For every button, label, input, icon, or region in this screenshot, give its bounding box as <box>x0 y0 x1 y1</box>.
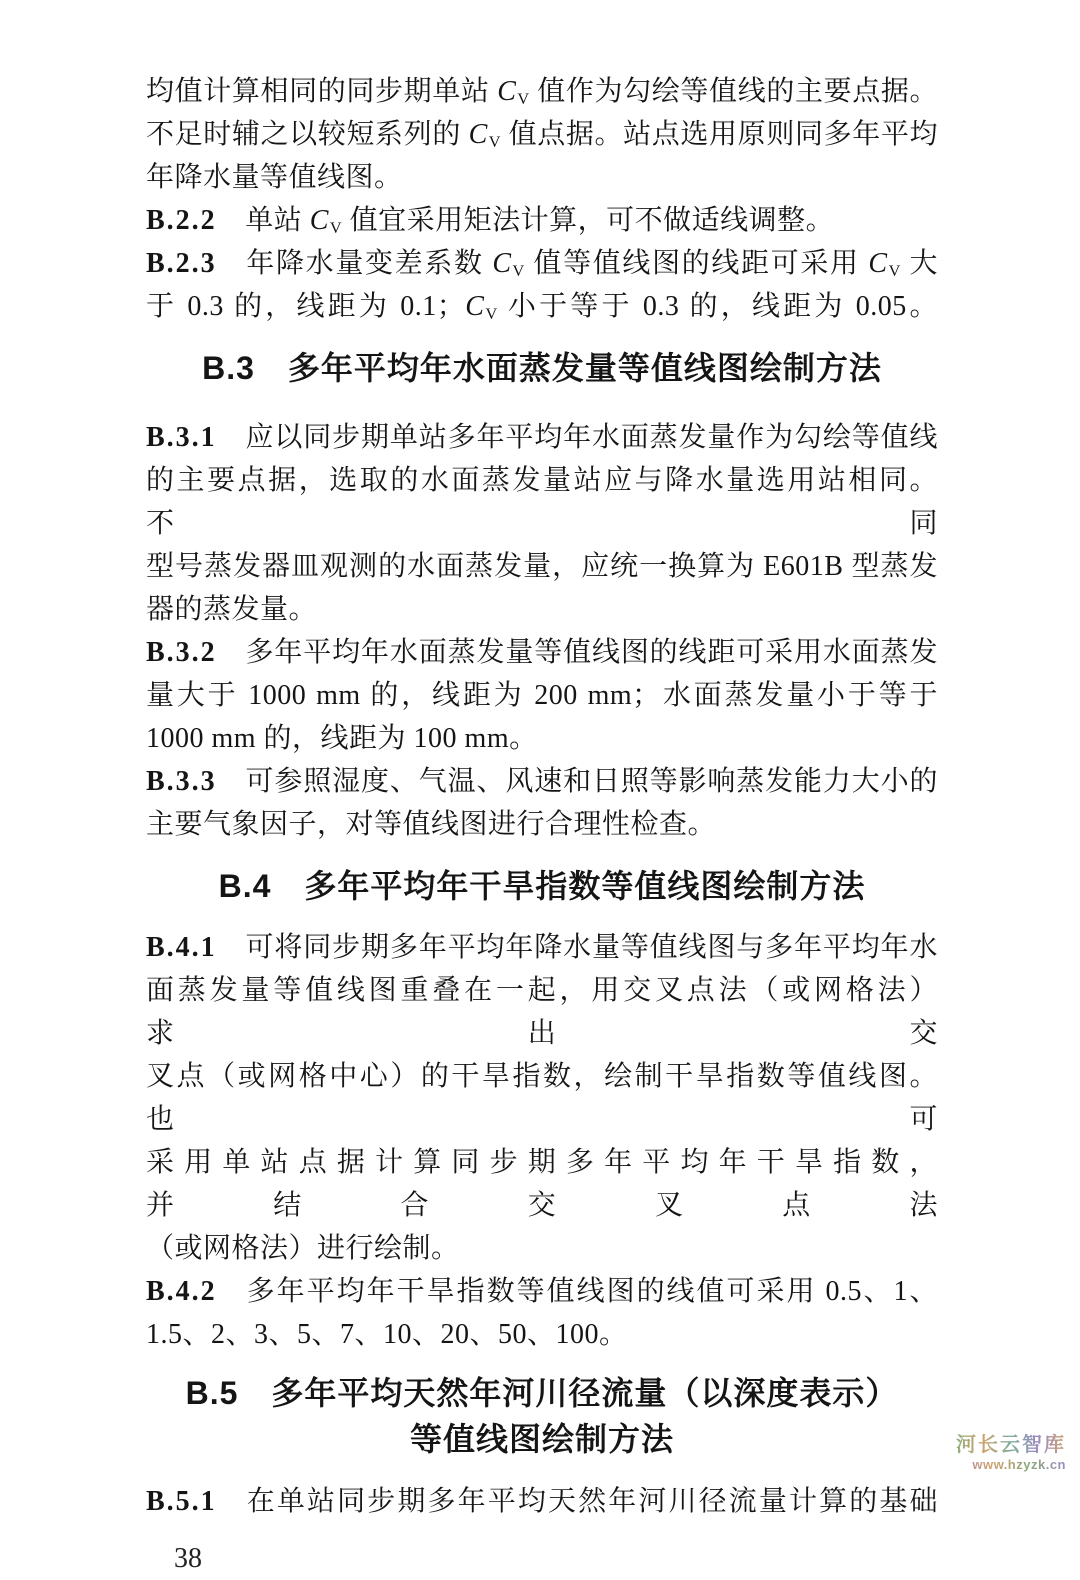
text-line: 量大于 1000 mm 的，线距为 200 mm；水面蒸发量小于等于 <box>146 680 938 711</box>
paragraph-b22 <box>146 199 938 242</box>
text-line: 的主要点据，选取的水面蒸发量站应与降水量选用站相同。不同 <box>146 465 938 539</box>
text-line: 1000 mm 的，线距为 100 mm。 <box>146 723 538 754</box>
heading-line: 等值线图绘制方法 <box>409 1421 674 1457</box>
text-line: 1.5、2、3、5、7、10、20、50、100。 <box>146 1319 628 1350</box>
text-line: B.3.1 应以同步期单站多年平均年水面蒸发量作为勾绘等值线 <box>146 422 938 453</box>
paragraph-b41 <box>146 926 938 1270</box>
paragraph-b23 <box>146 242 938 328</box>
paragraph-b21-continuation <box>146 70 938 199</box>
page-number: 38 <box>174 1543 202 1574</box>
text-line: （或网格法）进行绘制。 <box>146 1233 460 1264</box>
text-line: 器的蒸发量。 <box>146 594 318 625</box>
watermark-title: 河长云智库 <box>956 1428 1066 1457</box>
text-line: 于 0.3 的，线距为 0.1；$C_V$ 小于等于 0.3 的，线距为 0.05。 <box>146 291 938 324</box>
text-line: B.2.2 单站 $C_V$ 值宜采用矩法计算，可不做适线调整。 <box>146 205 835 238</box>
text-line: B.5.1 在单站同步期多年平均天然年河川径流量计算的基础 <box>146 1486 938 1517</box>
text-line: 型号蒸发器皿观测的水面蒸发量，应统一换算为 E601B 型蒸发 <box>146 551 938 582</box>
watermark <box>956 1428 1066 1472</box>
text-line: 采用单站点据计算同步期多年平均年干旱指数，并结合交叉点法 <box>146 1147 938 1221</box>
section-heading-b3: B.3 多年平均年水面蒸发量等值线图绘制方法 <box>202 350 882 386</box>
section-heading-b4: B.4 多年平均年干旱指数等值线图绘制方法 <box>218 868 866 904</box>
text-line: 不足时辅之以较短系列的 $C_V$ 值点据。站点选用原则同多年平均 <box>146 119 938 152</box>
text-line: 面蒸发量等值线图重叠在一起，用交叉点法（或网格法）求出交 <box>146 975 938 1049</box>
paragraph-b42 <box>146 1270 938 1356</box>
text-line: B.4.2 多年平均年干旱指数等值线图的线值可采用 0.5、1、 <box>146 1276 938 1307</box>
paragraph-b51 <box>146 1480 938 1523</box>
paragraph-b33 <box>146 760 938 846</box>
paragraph-b32 <box>146 631 938 760</box>
text-line: 均值计算相同的同步期单站 $C_V$ 值作为勾绘等值线的主要点据。 <box>146 76 938 109</box>
text-line: B.2.3 年降水量变差系数 $C_V$ 值等值线图的线距可采用 $C_V$ 大 <box>146 248 938 281</box>
heading-line: B.5 多年平均天然年河川径流量（以深度表示） <box>185 1375 899 1411</box>
text-line: 主要气象因子，对等值线图进行合理性检查。 <box>146 809 717 840</box>
text-line: B.3.2 多年平均年水面蒸发量等值线图的线距可采用水面蒸发 <box>146 637 938 668</box>
watermark-url: www.hzyzk.cn <box>956 1457 1066 1472</box>
text-line: B.4.1 可将同步期多年平均年降水量等值线图与多年平均年水 <box>146 932 938 963</box>
text-line: 叉点（或网格中心）的干旱指数，绘制干旱指数等值线图。也可 <box>146 1061 938 1135</box>
text-line: 年降水量等值线图。 <box>146 162 403 193</box>
text-line: B.3.3 可参照湿度、气温、风速和日照等影响蒸发能力大小的 <box>146 766 938 797</box>
paragraph-b31 <box>146 416 938 631</box>
section-heading-b5 <box>146 1370 938 1462</box>
